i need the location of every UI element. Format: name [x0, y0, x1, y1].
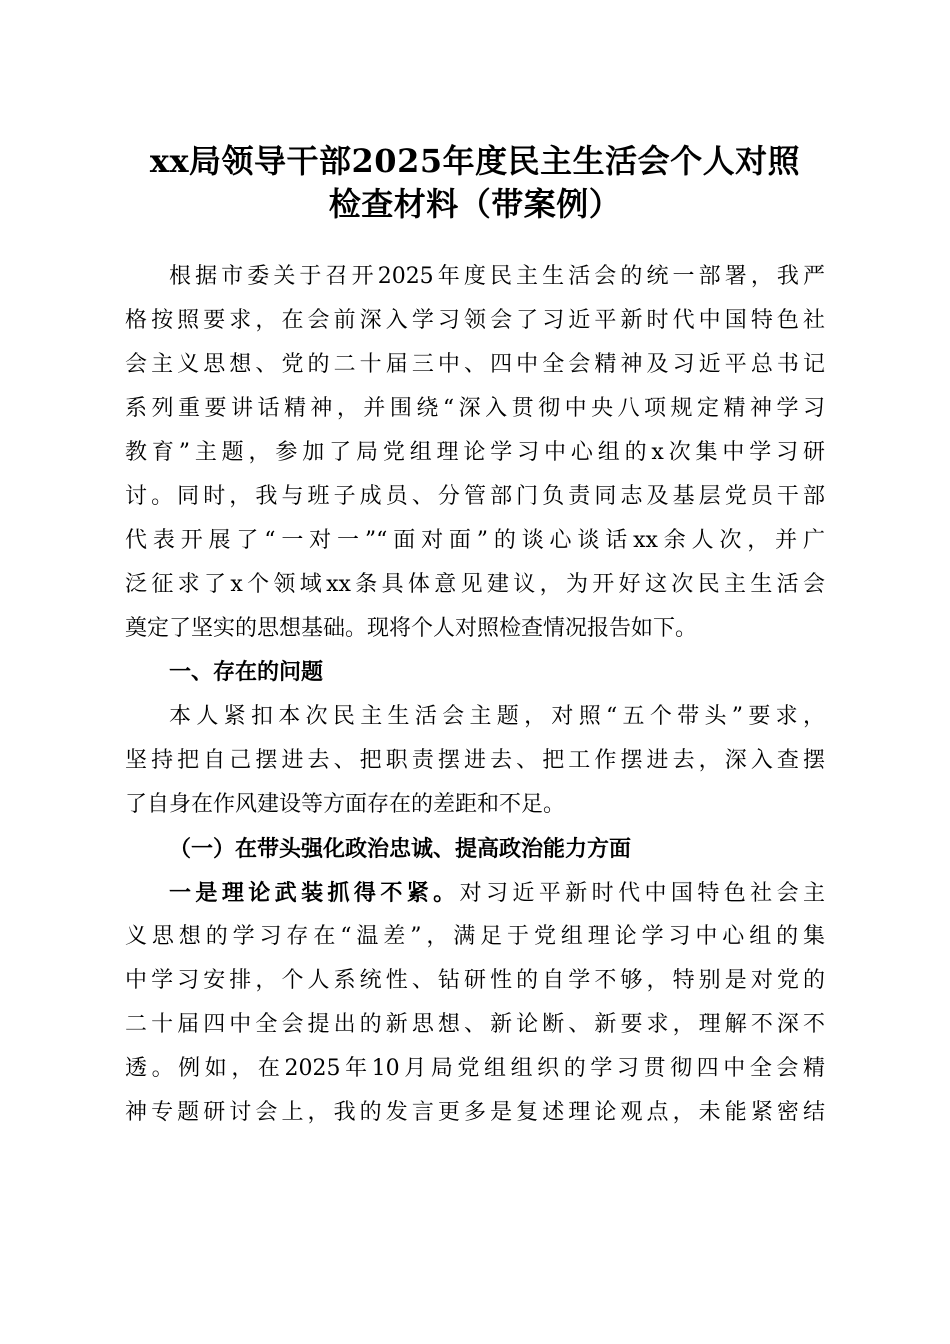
paragraph-line: 了自身在作风建设等方面存在的差距和不足。: [125, 792, 566, 817]
paragraph-line: 神专题研讨会上，我的发言更多是复述理论观点，未能紧密结: [125, 1100, 825, 1125]
paragraph-line: 教育”主题，参加了局党组理论学习中心组的x次集中学习研: [125, 440, 825, 465]
paragraph-line: 本人紧扣本次民主生活会主题，对照“五个带头”要求，: [169, 704, 825, 729]
paragraph-line: 代表开展了“一对一”“面对面”的谈心谈话xx余人次，并广: [125, 528, 825, 553]
section1-paragraph: [125, 695, 825, 827]
document-title: [100, 140, 850, 226]
point-first-line-text: 对习近平新时代中国特色社会主: [459, 881, 825, 906]
paragraph-line: 会主义思想、党的二十届三中、四中全会精神及习近平总书记: [125, 352, 825, 377]
intro-paragraph: [125, 255, 825, 651]
paragraph-line: 泛征求了x个领域xx条具体意见建议，为开好这次民主生活会: [125, 572, 825, 597]
paragraph-line: 义思想的学习存在“温差”，满足于党组理论学习中心组的集: [125, 924, 825, 949]
title-line-2: 检查材料（带案例）: [328, 185, 622, 223]
paragraph-line: 奠定了坚实的思想基础。现将个人对照检查情况报告如下。: [125, 616, 698, 641]
section-heading: 一、存在的问题: [169, 660, 324, 685]
point1-paragraph: [125, 871, 825, 1135]
paragraph-line: 格按照要求，在会前深入学习领会了习近平新时代中国特色社: [125, 308, 825, 333]
title-line-1: xx局领导干部2025年度民主生活会个人对照: [149, 142, 801, 180]
paragraph-line: 二十届四中全会提出的新思想、新论断、新要求，理解不深不: [125, 1012, 825, 1037]
paragraph-line: 坚持把自己摆进去、把职责摆进去、把工作摆进去，深入查摆: [125, 748, 825, 773]
paragraph-line: [125, 871, 825, 915]
paragraph-line: 讨。同时，我与班子成员、分管部门负责同志及基层党员干部: [125, 484, 825, 509]
point-lead-text: 一是理论武装抓得不紧。: [169, 880, 460, 906]
subsection-heading: （一）在带头强化政治忠诚、提高政治能力方面: [169, 836, 632, 862]
paragraph-line: 系列重要讲话精神，并围绕“深入贯彻中央八项规定精神学习: [125, 396, 825, 421]
paragraph-line: 根据市委关于召开2025年度民主生活会的统一部署，我严: [169, 264, 825, 289]
document-body: [125, 255, 825, 1135]
paragraph-line: 中学习安排，个人系统性、钻研性的自学不够，特别是对党的: [125, 968, 825, 993]
paragraph-line: 透。例如，在2025年10月局党组组织的学习贯彻四中全会精: [125, 1056, 825, 1081]
